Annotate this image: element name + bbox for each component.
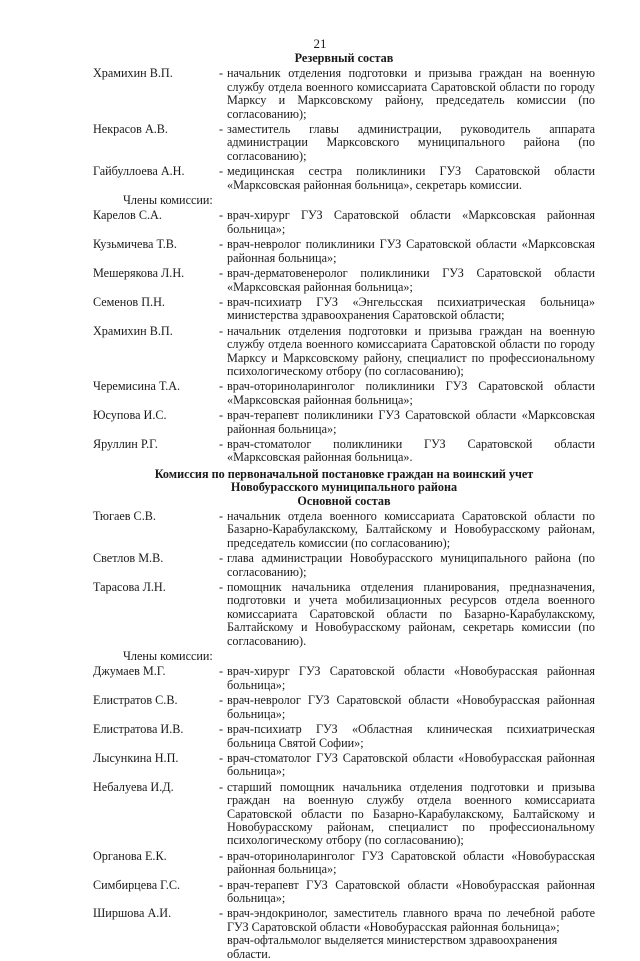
person-entry: [93, 67, 595, 121]
person-entry: [93, 209, 595, 236]
commission-title-line2: Новобурасского муниципального района: [230, 480, 458, 495]
person-entry: [93, 380, 595, 407]
person-position: помощник начальника отделения планирования, предназначения, подготовки и учета мобилизационных ресурсов отдела военного комиссариата Саратовской области по Базарно-Карабулакскому, Балтайскому и Новобурасскому районам, секретарь комиссии (по согласованию).: [227, 580, 595, 648]
dash-separator: -: [218, 266, 224, 281]
person-position: медицинская сестра поликлиники ГУЗ Саратовской области «Марксовская районная больница», секретарь комиссии.: [227, 164, 595, 192]
person-entry: [93, 325, 595, 379]
person-name: Тюгаев С.В.: [93, 509, 156, 523]
person-name: Яруллин Р.Г.: [93, 436, 158, 451]
dash-separator: -: [218, 848, 224, 863]
person-name: Ширшова А.И.: [93, 906, 172, 921]
page-number: 21: [313, 36, 327, 51]
person-name: Семенов П.Н.: [93, 294, 165, 309]
person-position: глава администрации Новобурасского муниципального района (по согласованию);: [227, 551, 595, 579]
dash-separator: -: [218, 66, 224, 81]
person-position: врач-стоматолог ГУЗ Саратовской области «Новобурасская районная больница»;: [227, 750, 595, 779]
dash-separator: -: [218, 436, 224, 451]
person-position: начальник отделения подготовки и призыва граждан на военную службу отдела военного комиссариата Саратовской области по городу Марксу и Марксовскому району, председатель комиссии (по согласованию);: [227, 66, 595, 121]
person-entry: [93, 438, 595, 465]
commission-title-line1: Комиссия по первоначальной постановке граждан на воинский учет: [154, 466, 534, 481]
main-composition-heading: Основной состав: [297, 493, 391, 508]
person-position: врач-дерматовенеролог поликлиники ГУЗ Саратовской области «Марксовская районная больница»;: [227, 266, 595, 294]
person-position: старший помощник начальника отделения подготовки и призыва граждан на военную службу отдела военного комиссариата Саратовской области по Базарно-Карабулакскому, Балтайскому и Новобурасскому районам, специалист по профессиональному психологическому отбору (по согласованию);: [227, 779, 595, 848]
person-name: Небалуева И.Д.: [93, 779, 174, 794]
person-position: врач-эндокринолог, заместитель главного врача по лечебной работе ГУЗ Саратовской области «Новобурасская районная больница»;: [227, 906, 595, 934]
person-position: начальник отдела военного комиссариата Саратовской области по Базарно-Карабулакскому, Балтайскому и Новобурасскому районам, председатель комиссии (по согласованию);: [227, 509, 595, 550]
reserve-members-list: [93, 209, 595, 464]
person-name: Елистратова И.В.: [93, 722, 184, 737]
dash-separator: -: [218, 122, 224, 137]
person-entry: [93, 907, 595, 934]
dash-separator: -: [218, 779, 224, 794]
person-position: врач-стоматолог поликлиники ГУЗ Саратовской области «Марксовская районная больница».: [227, 436, 595, 465]
person-entry: [93, 723, 595, 750]
person-name: Симбирцева Г.С.: [93, 877, 181, 892]
person-position: врач-оториноларинголог поликлиники ГУЗ Саратовской области «Марксовская районная больница»;: [227, 379, 595, 407]
reserve-chair-list: [93, 67, 595, 192]
novoburasskiy-members-list: [93, 665, 595, 934]
reserve-members-label: Члены комиссии:: [123, 193, 213, 208]
person-entry: [93, 296, 595, 323]
dash-separator: -: [218, 877, 224, 892]
dash-separator: -: [218, 208, 224, 223]
person-entry: [93, 552, 595, 579]
person-entry: [93, 581, 595, 648]
person-entry: [93, 850, 595, 877]
dash-separator: -: [218, 164, 224, 179]
person-name: Карелов С.А.: [93, 208, 162, 223]
reserve-heading: Резервный состав: [294, 51, 394, 65]
person-position: врач-терапевт поликлиники ГУЗ Саратовской области «Марксовская районная больница»;: [227, 408, 595, 436]
dash-separator: -: [218, 551, 224, 566]
person-name: Юсупова И.С.: [93, 408, 167, 423]
dash-separator: -: [218, 379, 224, 394]
person-position: начальник отделения подготовки и призыва граждан на военную службу отдела военного комиссариата Саратовской области по городу Марксу и Марксовскому району, специалист по профессиональному психологическому отбору (по согласованию);: [227, 323, 595, 378]
dash-separator: -: [218, 323, 224, 338]
person-name: Некрасов А.В.: [93, 122, 168, 137]
person-position: врач-психиатр ГУЗ «Областная клиническая психиатрическая больница Святой Софии»;: [227, 722, 595, 750]
document-body: [93, 52, 595, 961]
person-name: Гайбуллоева А.Н.: [93, 164, 185, 179]
closing-note: врач-офтальмолог выделяется министерством здравоохранения области.: [227, 933, 558, 961]
person-name: Черемисина Т.А.: [93, 379, 181, 394]
person-position: врач-хирург ГУЗ Саратовской области «Марксовская районная больница»;: [227, 208, 595, 236]
dash-separator: -: [218, 750, 224, 765]
person-position: врач-невролог ГУЗ Саратовской области «Новобурасская районная больница»;: [227, 693, 595, 721]
person-entry: [93, 165, 595, 192]
person-entry: [93, 123, 595, 163]
person-position: врач-хирург ГУЗ Саратовской области «Новобурасская районная больница»;: [227, 664, 595, 692]
person-name: Елистратов С.В.: [93, 693, 178, 708]
dash-separator: -: [218, 693, 224, 708]
person-entry: [93, 694, 595, 721]
person-position: врач-терапевт ГУЗ Саратовской области «Новобурасская районная больница»;: [227, 877, 595, 905]
novoburasskiy-chair-list: [93, 510, 595, 648]
person-position: врач-невролог поликлиники ГУЗ Саратовской области «Марксовская районная больница»;: [227, 237, 595, 265]
person-entry: [93, 752, 595, 779]
person-position: врач-оториноларинголог ГУЗ Саратовской области «Новобурасская районная больница»;: [227, 848, 595, 877]
person-name: Джумаев М.Г.: [93, 664, 166, 679]
dash-separator: -: [218, 408, 224, 423]
person-entry: [93, 267, 595, 294]
person-entry: [93, 409, 595, 436]
person-entry: [93, 238, 595, 265]
person-entry: [93, 879, 595, 906]
person-position: врач-психиатр ГУЗ «Энгельсская психиатрическая больница» министерства здравоохранения Саратовской области;: [227, 294, 595, 323]
person-name: Кузьмичева Т.В.: [93, 237, 177, 252]
person-entry: [93, 781, 595, 848]
person-position: заместитель главы администрации, руководитель аппарата администрации Марксовского муниципального района (по согласованию);: [227, 122, 595, 163]
person-name: Тарасова Л.Н.: [93, 580, 166, 595]
novoburasskiy-members-label: Члены комиссии:: [123, 649, 213, 664]
dash-separator: -: [218, 237, 224, 252]
person-name: Лысункина Н.П.: [93, 750, 179, 765]
person-name: Органова Е.К.: [93, 848, 167, 863]
person-name: Мешерякова Л.Н.: [93, 266, 185, 281]
dash-separator: -: [218, 509, 224, 523]
dash-separator: -: [218, 722, 224, 737]
person-name: Храмихин В.П.: [93, 323, 173, 338]
dash-separator: -: [218, 664, 224, 679]
dash-separator: -: [218, 294, 224, 309]
person-entry: [93, 665, 595, 692]
person-name: Светлов М.В.: [93, 551, 164, 566]
person-name: Храмихин В.П.: [93, 66, 173, 81]
person-entry: [93, 510, 595, 550]
dash-separator: -: [218, 580, 224, 595]
dash-separator: -: [218, 906, 224, 921]
